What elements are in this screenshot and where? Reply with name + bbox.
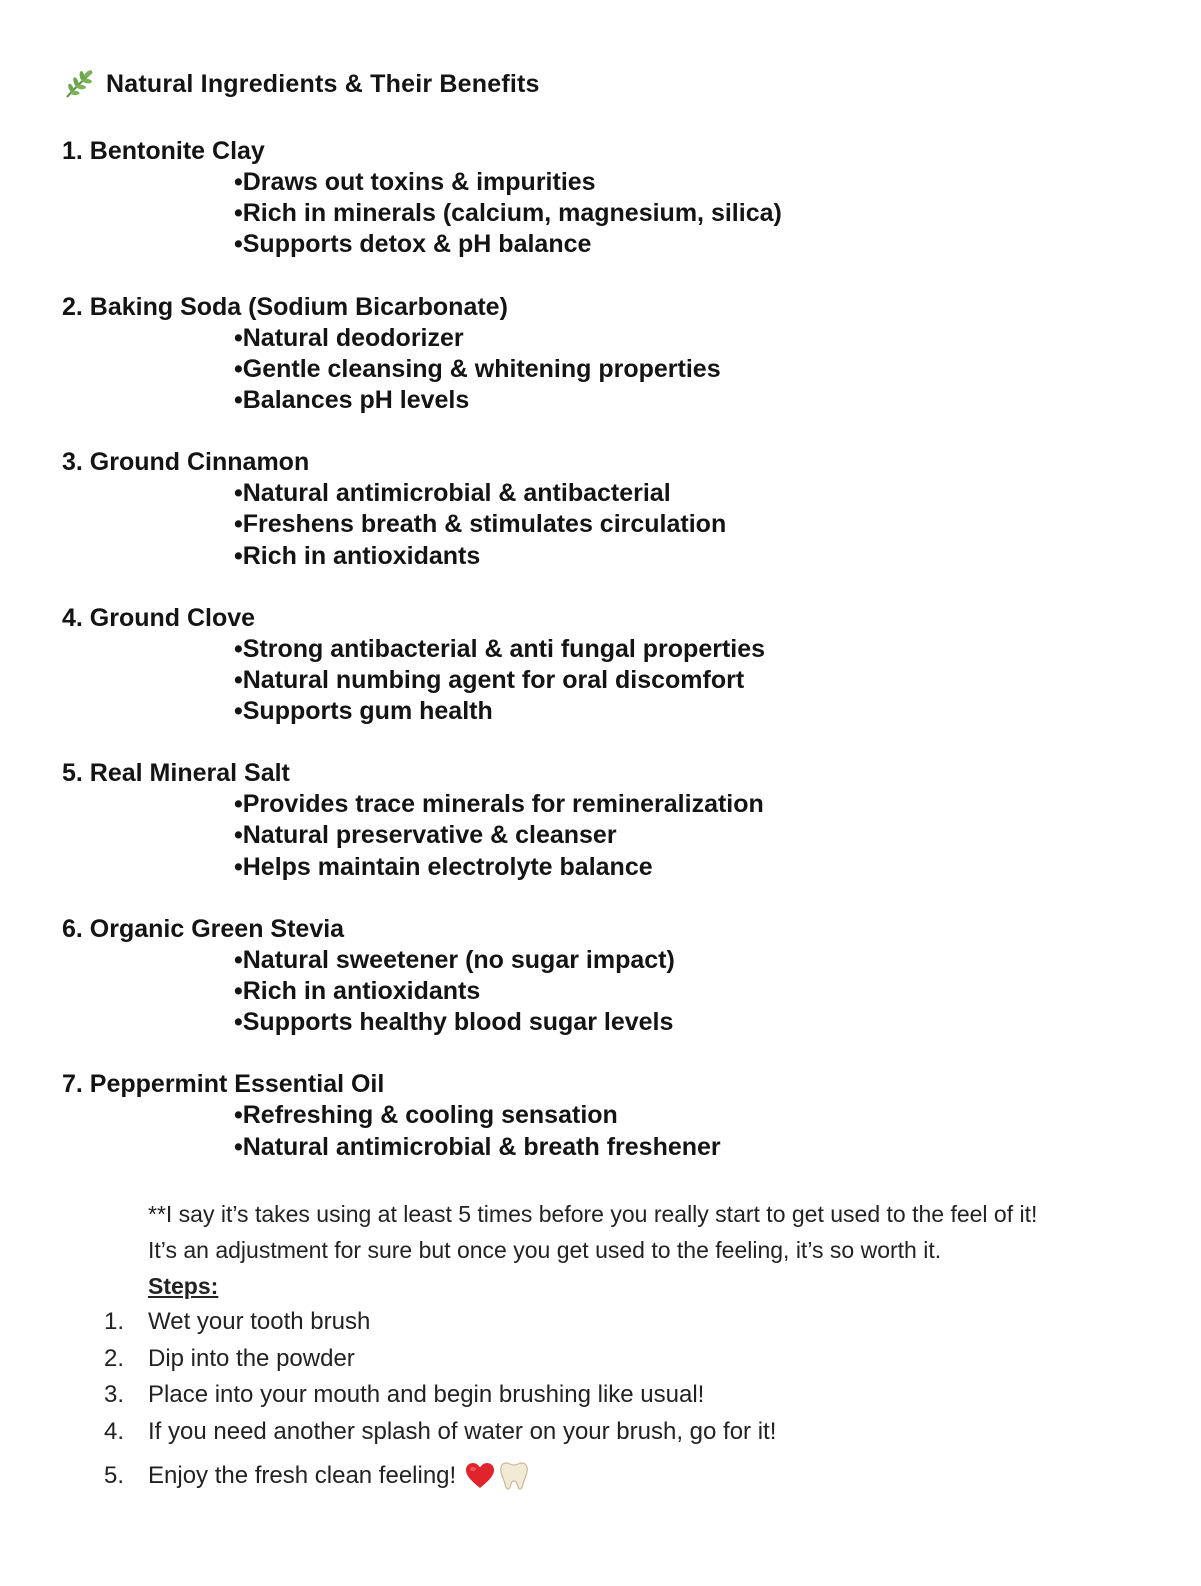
benefit-item: •Natural sweetener (no sugar impact) xyxy=(234,945,675,974)
ingredient-baking-soda xyxy=(62,292,1162,417)
benefit-item: •Natural antimicrobial & breath freshener xyxy=(234,1132,721,1161)
benefit-item: •Draws out toxins & impurities xyxy=(234,168,596,196)
ingredient-mineral-salt xyxy=(62,758,1162,883)
ingredient-peppermint-oil xyxy=(62,1069,1162,1162)
ingredient-bentonite-clay xyxy=(62,136,1162,261)
tooth-icon xyxy=(498,1460,530,1492)
ingredient-name: 5. Real Mineral Salt xyxy=(62,759,290,788)
step-text: If you need another splash of water on your brush, go for it! xyxy=(148,1417,777,1445)
benefit-item: •Refreshing & cooling sensation xyxy=(234,1101,618,1130)
step-number: 3. xyxy=(104,1381,125,1408)
ingredient-name: 4. Ground Clove xyxy=(62,603,256,632)
benefit-item: •Provides trace minerals for remineralization xyxy=(234,790,764,819)
benefit-item: •Rich in antioxidants xyxy=(234,541,481,570)
steps-heading: Steps: xyxy=(148,1273,219,1299)
usage-note xyxy=(148,1196,1168,1268)
benefit-item: •Natural preservative & cleanser xyxy=(234,821,617,850)
benefit-item: •Balances pH levels xyxy=(234,385,470,414)
benefit-item: •Strong antibacterial & anti fungal properties xyxy=(234,634,766,663)
emoji-group xyxy=(464,1460,532,1492)
step-text: Enjoy the fresh clean feeling! xyxy=(148,1462,457,1489)
ingredient-green-stevia xyxy=(62,914,1162,1039)
step-item xyxy=(104,1377,776,1414)
steps-list xyxy=(104,1304,776,1498)
ingredients-list xyxy=(62,136,1162,1194)
herb-leaf-icon xyxy=(62,67,96,101)
benefit-item: •Supports detox & pH balance xyxy=(234,230,592,259)
ingredient-name: 7. Peppermint Essential Oil xyxy=(62,1070,385,1099)
note-line: It’s an adjustment for sure but once you get used to the feeling, it’s so worth it. xyxy=(148,1237,942,1263)
note-line: **I say it’s takes using at least 5 times before you really start to get used to the feel of it! xyxy=(148,1201,1038,1227)
step-item xyxy=(104,1454,776,1498)
benefit-item: •Supports healthy blood sugar levels xyxy=(234,1008,674,1037)
step-item xyxy=(104,1341,776,1378)
step-item xyxy=(104,1304,776,1341)
page-title: Natural Ingredients & Their Benefits xyxy=(106,69,540,98)
ingredient-name: 3. Ground Cinnamon xyxy=(62,448,310,477)
ingredient-ground-clove xyxy=(62,603,1162,728)
benefit-item: •Natural deodorizer xyxy=(234,323,464,352)
step-item xyxy=(104,1414,776,1451)
ingredient-name: 2. Baking Soda (Sodium Bicarbonate) xyxy=(62,292,508,321)
document-header xyxy=(62,64,540,104)
step-text: Place into your mouth and begin brushing like usual! xyxy=(148,1381,705,1408)
benefit-item: •Rich in minerals (calcium, magnesium, silica) xyxy=(234,199,782,228)
ingredient-name: 6. Organic Green Stevia xyxy=(62,914,345,943)
benefit-item: •Supports gum health xyxy=(234,697,493,726)
step-number: 5. xyxy=(104,1462,125,1489)
step-number: 4. xyxy=(104,1417,125,1445)
step-number: 2. xyxy=(104,1344,125,1372)
step-number: 1. xyxy=(104,1308,125,1335)
benefit-item: •Gentle cleansing & whitening properties xyxy=(234,354,721,383)
step-text: Wet your tooth brush xyxy=(148,1308,371,1335)
benefit-item: •Natural numbing agent for oral discomfort xyxy=(234,665,745,694)
benefit-item: •Natural antimicrobial & antibacterial xyxy=(234,479,671,508)
step-text: Dip into the powder xyxy=(148,1344,355,1372)
benefit-item: •Helps maintain electrolyte balance xyxy=(234,852,653,881)
ingredient-name: 1. Bentonite Clay xyxy=(62,137,265,165)
benefit-item: •Freshens breath & stimulates circulation xyxy=(234,510,727,539)
red-heart-icon xyxy=(464,1460,496,1492)
benefit-item: •Rich in antioxidants xyxy=(234,977,481,1005)
ingredient-ground-cinnamon xyxy=(62,447,1162,572)
